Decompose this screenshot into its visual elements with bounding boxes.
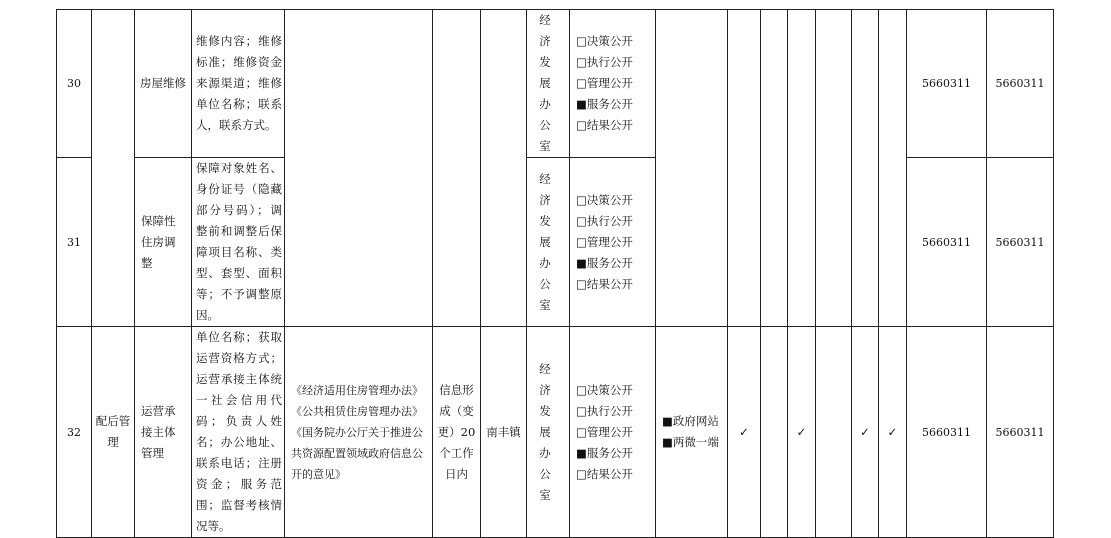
phone-2: 5660311 — [987, 327, 1054, 538]
option-execution: □执行公开 — [576, 403, 633, 418]
disclosure-type-options — [570, 327, 656, 538]
time-limit: 信息形成（变更）20个工作日内 — [433, 327, 481, 538]
check-mark: ✓ — [879, 327, 907, 538]
phone-2: 5660311 — [987, 158, 1054, 327]
department: 经济发展办公室 — [527, 327, 570, 538]
check-mark: ✓ — [852, 327, 879, 538]
department: 经济发展办公室 — [527, 158, 570, 327]
item-name: 房屋维修 — [135, 10, 192, 158]
check-cell-empty — [728, 10, 761, 327]
check-mark — [816, 327, 852, 538]
option-result: □结果公开 — [576, 276, 633, 291]
category: 配后管理 — [92, 327, 135, 538]
phone-1: 5660311 — [907, 10, 987, 158]
check-cell-empty — [788, 10, 816, 327]
disclosure-subject: 南丰镇 — [481, 327, 527, 538]
item-name: 运营承接主体管理 — [135, 327, 192, 538]
option-service: ■服务公开 — [576, 97, 633, 111]
phone-2: 5660311 — [987, 10, 1054, 158]
table-row — [57, 10, 1054, 158]
subject-cell-empty — [481, 10, 527, 327]
disclosure-content: 维修内容；维修标准；维修资金来源渠道；维修单位名称；联系人，联系方式。 — [192, 10, 285, 158]
disclosure-basis: 《经济适用住房管理办法》《公共租赁住房管理办法》《国务院办公厅关于推进公共资源配置领域政府信息公开的意见》 — [285, 327, 433, 538]
check-cell-empty — [879, 10, 907, 327]
category-cell-empty — [92, 10, 135, 327]
check-cell-empty — [852, 10, 879, 327]
department: 经济发展办公室 — [527, 10, 570, 158]
channel-social-media: ■两微一端 — [662, 435, 719, 449]
timelimit-cell-empty — [433, 10, 481, 327]
option-management: □管理公开 — [576, 234, 633, 249]
table-row — [57, 327, 1054, 538]
item-name: 保障性住房调整 — [135, 158, 192, 327]
check-cell-empty — [816, 10, 852, 327]
check-cell-empty — [761, 10, 788, 327]
disclosure-content: 保障对象姓名、身份证号（隐藏部分号码）；调整前和调整后保障项目名称、类型、套型、面积等；不予调整原因。 — [192, 158, 285, 327]
option-decision: □决策公开 — [576, 34, 633, 48]
disclosure-channels — [656, 327, 728, 538]
option-execution: □执行公开 — [576, 213, 633, 228]
option-management: □管理公开 — [576, 424, 633, 439]
row-number: 32 — [57, 327, 92, 538]
option-service: ■服务公开 — [576, 255, 633, 270]
row-number: 31 — [57, 158, 92, 327]
option-result: □结果公开 — [576, 118, 633, 132]
check-mark — [761, 327, 788, 538]
option-execution: □执行公开 — [576, 55, 633, 69]
option-decision: □决策公开 — [576, 382, 633, 397]
option-management: □管理公开 — [576, 76, 633, 90]
row-number: 30 — [57, 10, 92, 158]
phone-1: 5660311 — [907, 327, 987, 538]
option-decision: □决策公开 — [576, 192, 633, 207]
option-service: ■服务公开 — [576, 445, 633, 460]
channels-cell-empty — [656, 10, 728, 327]
channel-gov-website: ■政府网站 — [662, 414, 719, 428]
disclosure-content: 单位名称；获取运营资格方式；运营承接主体统一社会信用代码；负责人姓名；办公地址、联系电话；注册资金；服务范围；监督考核情况等。 — [192, 327, 285, 538]
phone-1: 5660311 — [907, 158, 987, 327]
basis-cell-empty — [285, 10, 433, 327]
check-mark: ✓ — [788, 327, 816, 538]
disclosure-table — [56, 9, 1054, 538]
disclosure-type-options — [570, 158, 656, 327]
option-result: □结果公开 — [576, 466, 633, 481]
check-mark: ✓ — [728, 327, 761, 538]
disclosure-type-options — [570, 10, 656, 158]
